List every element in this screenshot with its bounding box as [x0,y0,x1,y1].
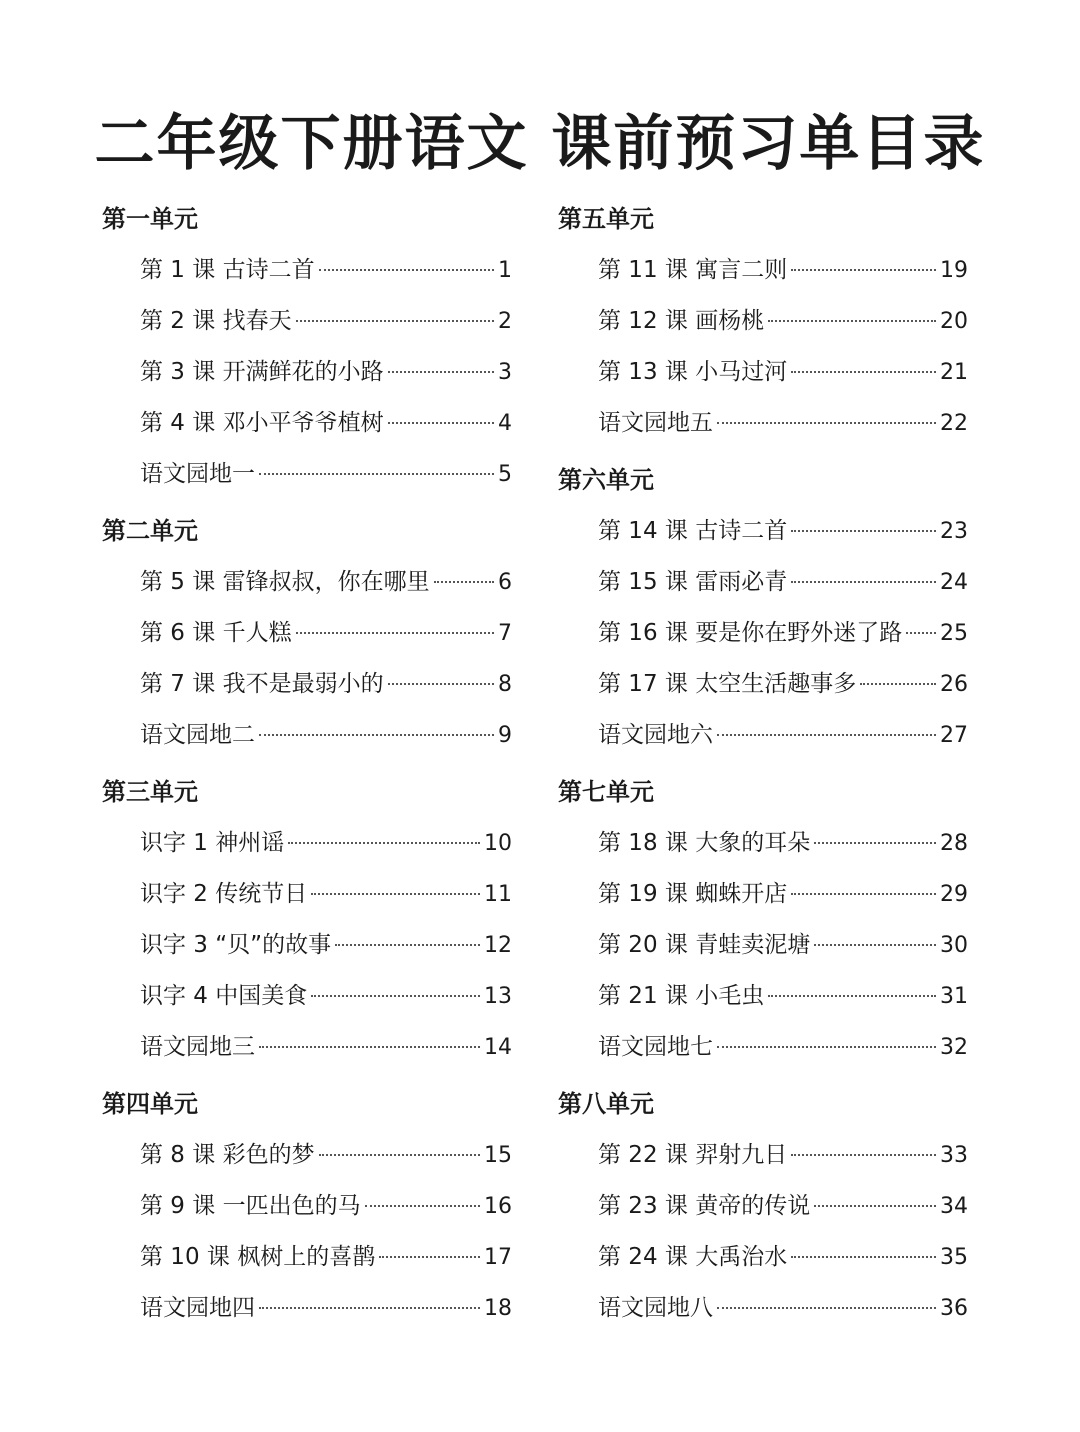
toc-entry[interactable] [140,608,512,659]
toc-entry[interactable] [140,245,512,296]
toc-entry-label: 语文园地七 [598,1034,713,1060]
dot-leader [311,995,480,997]
dot-leader [768,995,936,997]
dot-leader [814,1205,936,1207]
toc-entry-page: 11 [484,882,512,907]
unit-title: 第八单元 [558,1090,654,1118]
toc-entry-page: 3 [498,360,512,385]
dot-leader [388,371,494,373]
toc-entry-label: 第 17 课 太空生活趣事多 [598,671,857,697]
toc-entry-label: 第 7 课 我不是最弱小的 [140,671,384,697]
toc-entry-label: 第 1 课 古诗二首 [140,257,315,283]
toc-unit [102,506,512,761]
dot-leader [319,269,494,271]
toc-entry[interactable] [598,1232,968,1283]
toc-column-left [102,194,512,1340]
toc-entry-page: 18 [484,1296,512,1321]
toc-entry[interactable] [598,398,968,449]
toc-entry-page: 7 [498,621,512,646]
toc-entry-page: 5 [498,462,512,487]
toc-entry[interactable] [140,1181,512,1232]
toc-entry[interactable] [140,1283,512,1334]
toc-entry-label: 第 9 课 一匹出色的马 [140,1193,361,1219]
page-title: 二年级下册语文 课前预习单目录 [94,109,986,179]
toc-entry-label: 第 19 课 蜘蛛开店 [598,881,788,907]
toc-unit [102,767,512,1073]
toc-entry[interactable] [598,971,968,1022]
toc-entry-label: 第 18 课 大象的耳朵 [598,830,811,856]
dot-leader [335,944,480,946]
toc-entry[interactable] [140,971,512,1022]
dot-leader [379,1256,480,1258]
toc-entry-page: 32 [940,1035,968,1060]
dot-leader [768,320,936,322]
toc-entry-label: 第 2 课 找春天 [140,308,292,334]
dot-leader [365,1205,480,1207]
toc-entry-label: 第 16 课 要是你在野外迷了路 [598,620,903,646]
toc-entry-label: 第 3 课 开满鲜花的小路 [140,359,384,385]
toc-unit [558,767,968,1073]
dot-leader [791,371,936,373]
dot-leader [814,944,936,946]
toc-entry-page: 23 [940,519,968,544]
toc-entry-page: 17 [484,1245,512,1270]
toc-entry-label: 第 6 课 千人糕 [140,620,292,646]
toc-entry[interactable] [598,920,968,971]
unit-title: 第六单元 [558,466,654,494]
dot-leader [717,734,936,736]
toc-entry-label: 语文园地五 [598,410,713,436]
toc-entry-label: 第 14 课 古诗二首 [598,518,788,544]
toc-unit [102,194,512,500]
dot-leader [717,1046,936,1048]
toc-entry-page: 14 [484,1035,512,1060]
toc-entry[interactable] [598,608,968,659]
unit-title: 第三单元 [102,778,198,806]
dot-leader [717,422,936,424]
toc-entry-label: 识字 4 中国美食 [140,983,308,1009]
toc-entry-page: 16 [484,1194,512,1219]
toc-entry-label: 第 4 课 邓小平爷爷植树 [140,410,384,436]
toc-entry-label: 第 5 课 雷锋叔叔，你在哪里 [140,569,430,595]
toc-entry-page: 25 [940,621,968,646]
toc-unit [558,1079,968,1334]
dot-leader [311,893,480,895]
toc-entry[interactable] [140,818,512,869]
toc-entry[interactable] [598,1181,968,1232]
toc-entry[interactable] [140,1130,512,1181]
dot-leader [791,893,936,895]
toc-entry-page: 6 [498,570,512,595]
toc-unit [558,194,968,449]
toc-entry-page: 2 [498,309,512,334]
toc-entry-label: 第 23 课 黄帝的传说 [598,1193,811,1219]
toc-entry-page: 9 [498,723,512,748]
toc-entry[interactable] [140,557,512,608]
toc-entry-label: 第 8 课 彩色的梦 [140,1142,315,1168]
toc-entry-page: 19 [940,258,968,283]
dot-leader [906,632,936,634]
toc-entry[interactable] [598,869,968,920]
unit-title: 第二单元 [102,517,198,545]
dot-leader [434,581,494,583]
unit-title: 第七单元 [558,778,654,806]
toc-entry[interactable] [140,1232,512,1283]
unit-title: 第四单元 [102,1090,198,1118]
dot-leader [259,734,494,736]
toc-entry-label: 第 15 课 雷雨必青 [598,569,788,595]
toc-entry[interactable] [598,818,968,869]
dot-leader [259,1307,480,1309]
toc-entry-page: 27 [940,723,968,748]
toc-entry-page: 13 [484,984,512,1009]
toc-unit [558,455,968,761]
toc-entry-label: 语文园地二 [140,722,255,748]
toc-entry-page: 12 [484,933,512,958]
toc-entry[interactable] [140,347,512,398]
toc-entry[interactable] [140,659,512,710]
toc-entry-label: 语文园地四 [140,1295,255,1321]
toc-entry-page: 26 [940,672,968,697]
toc-entry-page: 1 [498,258,512,283]
dot-leader [388,683,494,685]
dot-leader [388,422,494,424]
toc-entry[interactable] [598,347,968,398]
toc-entry-page: 29 [940,882,968,907]
toc-entry[interactable] [598,245,968,296]
toc-entry-label: 第 10 课 枫树上的喜鹊 [140,1244,376,1270]
toc-entry[interactable] [140,869,512,920]
dot-leader [259,473,494,475]
toc-entry-label: 语文园地六 [598,722,713,748]
toc-entry-label: 第 20 课 青蛙卖泥塘 [598,932,811,958]
unit-title: 第五单元 [558,205,654,233]
toc-entry-page: 28 [940,831,968,856]
toc-entry[interactable] [140,449,512,500]
toc-entry[interactable] [598,296,968,347]
dot-leader [296,320,494,322]
toc-entry[interactable] [598,557,968,608]
toc-entry-label: 第 11 课 寓言二则 [598,257,788,283]
toc-entry[interactable] [598,659,968,710]
toc-entry-page: 20 [940,309,968,334]
toc-entry-label: 语文园地三 [140,1034,255,1060]
dot-leader [791,269,936,271]
unit-title: 第一单元 [102,205,198,233]
toc-entry-page: 15 [484,1143,512,1168]
toc-entry[interactable] [140,296,512,347]
toc-entry-label: 识字 1 神州谣 [140,830,285,856]
toc-entry-label: 第 12 课 画杨桃 [598,308,765,334]
toc-entry-page: 8 [498,672,512,697]
toc-entry[interactable] [140,1022,512,1073]
toc-entry-label: 语文园地八 [598,1295,713,1321]
dot-leader [860,683,936,685]
dot-leader [288,842,480,844]
toc-entry[interactable] [140,920,512,971]
toc-entry-page: 30 [940,933,968,958]
dot-leader [319,1154,480,1156]
toc-entry[interactable] [598,1022,968,1073]
dot-leader [814,842,936,844]
dot-leader [791,1256,936,1258]
toc-entry[interactable] [598,710,968,761]
toc-entry[interactable] [598,1130,968,1181]
toc-entry[interactable] [598,1283,968,1334]
dot-leader [717,1307,936,1309]
toc-entry-label: 第 21 课 小毛虫 [598,983,765,1009]
toc-entry-label: 语文园地一 [140,461,255,487]
toc-entry[interactable] [140,710,512,761]
toc-entry-label: 第 24 课 大禹治水 [598,1244,788,1270]
dot-leader [296,632,494,634]
dot-leader [791,581,936,583]
toc-entry-page: 24 [940,570,968,595]
toc-entry-page: 10 [484,831,512,856]
toc-entry-page: 35 [940,1245,968,1270]
toc-entry-label: 识字 3 “贝”的故事 [140,932,332,958]
dot-leader [791,530,936,532]
toc-entry[interactable] [140,398,512,449]
toc-entry-label: 第 13 课 小马过河 [598,359,788,385]
toc-entry-page: 21 [940,360,968,385]
toc-column-right [558,194,968,1340]
toc-entry-page: 33 [940,1143,968,1168]
toc-entry-page: 34 [940,1194,968,1219]
toc-entry-page: 36 [940,1296,968,1321]
dot-leader [259,1046,480,1048]
toc-entry-page: 4 [498,411,512,436]
toc-entry-page: 22 [940,411,968,436]
toc-entry-label: 第 22 课 羿射九日 [598,1142,788,1168]
toc-entry-page: 31 [940,984,968,1009]
toc-entry[interactable] [598,506,968,557]
toc-entry-label: 识字 2 传统节日 [140,881,308,907]
toc-unit [102,1079,512,1334]
dot-leader [791,1154,936,1156]
